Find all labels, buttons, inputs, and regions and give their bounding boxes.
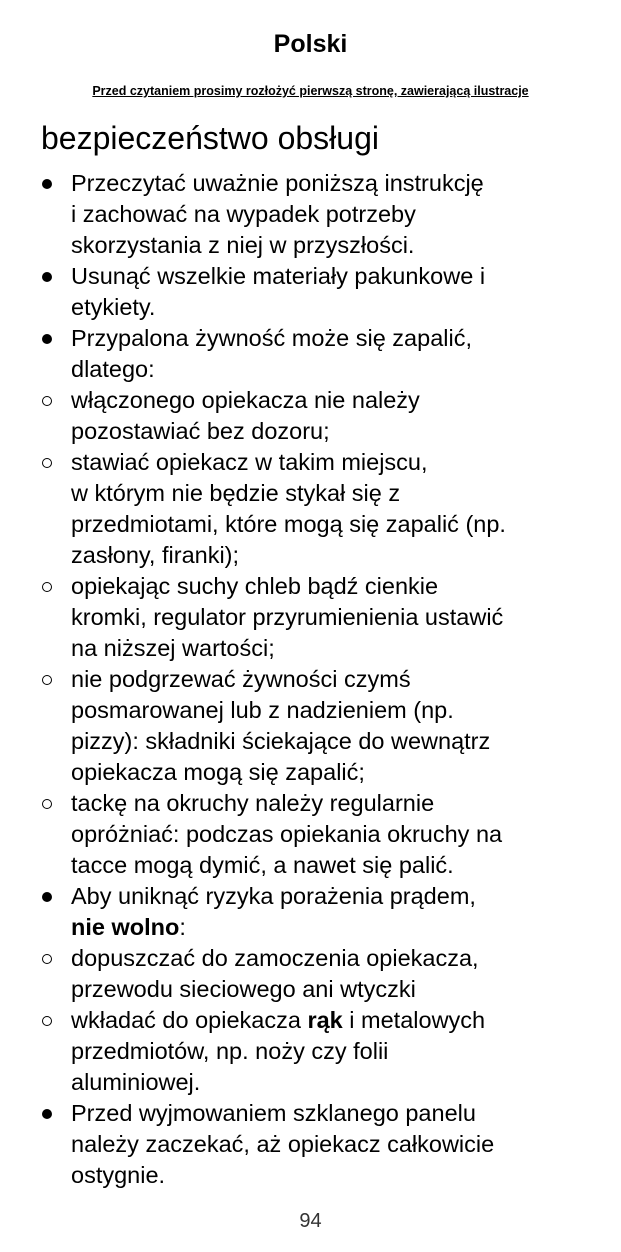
bullet-icon — [40, 323, 64, 354]
item-text: Przypalona żywność może się zapalić, dlatego: — [71, 325, 472, 382]
bullet-icon — [40, 881, 64, 912]
item-text: stawiać opiekacz w takim miejscu, w którym nie będzie stykał się z przedmiotami, które mogą się zapalić (np. zasłony, firanki); — [71, 449, 506, 568]
fold-out-note: Przed czytaniem prosimy rozłożyć pierwszą stronę, zawierającą ilustracje — [92, 84, 529, 98]
bullet-icon — [40, 1098, 64, 1129]
bold-emphasis: rąk — [307, 1007, 343, 1033]
circle-bullet-icon — [40, 943, 64, 974]
section-heading: bezpieczeństwo obsługi — [41, 120, 379, 156]
safety-list — [40, 168, 600, 1191]
bullet-icon — [40, 261, 64, 292]
item-text: opiekając suchy chleb bądź cienkie kromki, regulator przyrumienienia ustawić na niższej wartości; — [71, 573, 504, 661]
list-item — [40, 261, 600, 323]
list-item — [40, 788, 600, 881]
list-item — [40, 1098, 600, 1191]
circle-bullet-icon — [40, 664, 64, 695]
list-item — [40, 385, 600, 447]
item-text: wkładać do opiekacza rąk i metalowych przedmiotów, np. noży czy folii aluminiowej. — [71, 1007, 486, 1095]
page-title: Polski — [273, 30, 348, 58]
circle-bullet-icon — [40, 1005, 64, 1036]
list-item — [40, 571, 600, 664]
item-text: Przeczytać uważnie poniższą instrukcję i zachować na wypadek potrzeby skorzystania z niej w przyszłości. — [71, 170, 484, 258]
item-text: Przed wyjmowaniem szklanego panelu należy zaczekać, aż opiekacz całkowicie ostygnie. — [71, 1100, 495, 1188]
item-text: włączonego opiekacza nie należy pozostawiać bez dozoru; — [71, 387, 420, 444]
list-item — [40, 881, 600, 943]
list-item — [40, 447, 600, 571]
circle-bullet-icon — [40, 447, 64, 478]
item-text: Usunąć wszelkie materiały pakunkowe i etykiety. — [71, 263, 486, 320]
bullet-icon — [40, 168, 64, 199]
circle-bullet-icon — [40, 571, 64, 602]
list-item — [40, 943, 600, 1005]
item-text: dopuszczać do zamoczenia opiekacza, przewodu sieciowego ani wtyczki — [71, 945, 479, 1002]
item-text: nie podgrzewać żywności czymś posmarowanej lub z nadzieniem (np. pizzy): składniki ściekające do wewnątrz opiekacza mogą się zapalić; — [71, 666, 491, 785]
list-item — [40, 323, 600, 385]
page-number: 94 — [299, 1210, 322, 1232]
bold-emphasis: nie wolno — [71, 914, 180, 940]
item-text: Aby uniknąć ryzyka porażenia prądem, nie wolno: — [71, 883, 476, 940]
list-item — [40, 664, 600, 788]
item-text: tackę na okruchy należy regularnie opróżniać: podczas opiekania okruchy na tacce mogą dymić, a nawet się palić. — [71, 790, 503, 878]
circle-bullet-icon — [40, 788, 64, 819]
list-item — [40, 168, 600, 261]
circle-bullet-icon — [40, 385, 64, 416]
list-item — [40, 1005, 600, 1098]
